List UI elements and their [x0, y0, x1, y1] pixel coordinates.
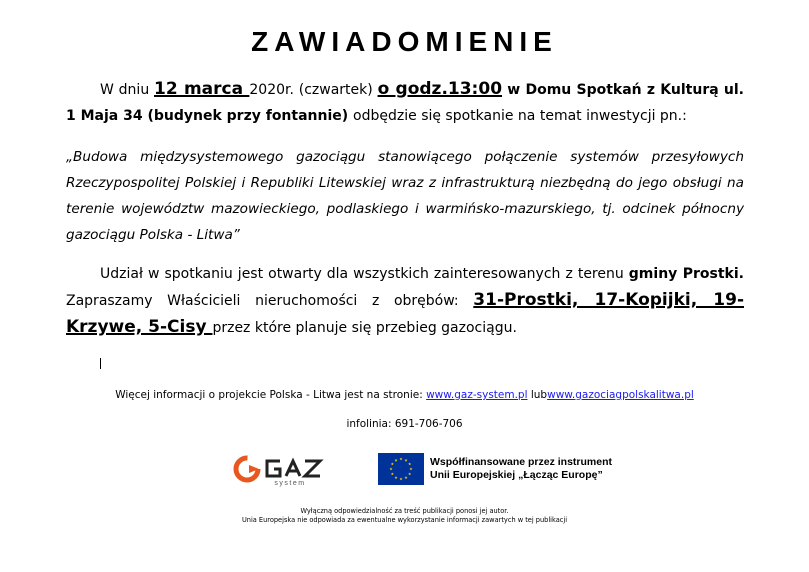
route-text: przez które planuje się przebieg gazociągu. [212, 320, 517, 336]
eu-line-1: Współfinansowane przez instrument [430, 456, 613, 468]
gaz-system-link[interactable]: www.gaz-system.pl [426, 389, 528, 401]
gaz-system-logo-icon [232, 452, 347, 488]
meeting-topic-intro: odbędzie się spotkanie na temat inwestycji pn.: [353, 108, 687, 124]
meeting-date: 12 marca [154, 79, 250, 99]
eu-flag-icon [378, 453, 424, 485]
participation-text: Udział w spotkaniu jest otwarty dla wszystkich zainteresowanych z terenu [100, 266, 629, 282]
or-text: lub [530, 389, 548, 401]
eu-line-2: Unii Europejskiej „Łącząc Europę” [430, 469, 603, 481]
eu-cofinancing [378, 453, 618, 487]
meeting-venue: w Domu Spotkań z Kulturą ul. 1 Maja 34 (budynek przy fontannie) [66, 82, 744, 124]
announcement-paragraph [66, 76, 744, 129]
page-title: ZAWIADOMIENIE [251, 26, 558, 57]
invitation-paragraph [66, 261, 744, 341]
disclaimer-line-1: Wyłączną odpowiedzialność za treść publikacji ponosi jej autor. [300, 507, 509, 515]
meeting-time: o godz.13:00 [377, 79, 503, 99]
owners-text: Zapraszamy Właścicieli nieruchomości z obrębów: [66, 293, 474, 309]
investment-name: „Budowa międzysystemowego gazociągu stanowiącego połączenie systemów przesyłowych Rzeczypospolitej Polskiej i Republiki Litewskiej wraz z infrastrukturą niezbędną do jego obsługi na terenie województw mazowieckiego, podlaskiego i warmińsko-mazurskiego, tj. odcinek północny gazociągu Polska - Litwa” [66, 149, 744, 243]
intro-text: W dniu [100, 82, 155, 98]
more-info-text: Więcej informacji o projekcie Polska - Litwa jest na stronie: [115, 389, 427, 401]
disclaimer-line-2: Unia Europejska nie odpowiada za ewentualne wykorzystanie informacji zawartych w tej publikacji [241, 516, 568, 524]
year-text: 2020r. (czwartek) [249, 82, 378, 98]
eu-text [430, 456, 612, 482]
gazociag-link[interactable]: www.gazociagpolskalitwa.pl [547, 389, 694, 401]
hotline: infolinia: 691-706-706 [346, 418, 463, 430]
more-info-line [0, 389, 809, 401]
gmina-name: gminy Prostki. [628, 266, 744, 282]
text-cursor [100, 358, 101, 369]
disclaimer [0, 507, 809, 525]
svg-text:system: system [274, 480, 306, 487]
precincts-list: 31-Prostki, 17-Kopijki, 19-Krzywe, 5-Cisy [66, 290, 744, 337]
